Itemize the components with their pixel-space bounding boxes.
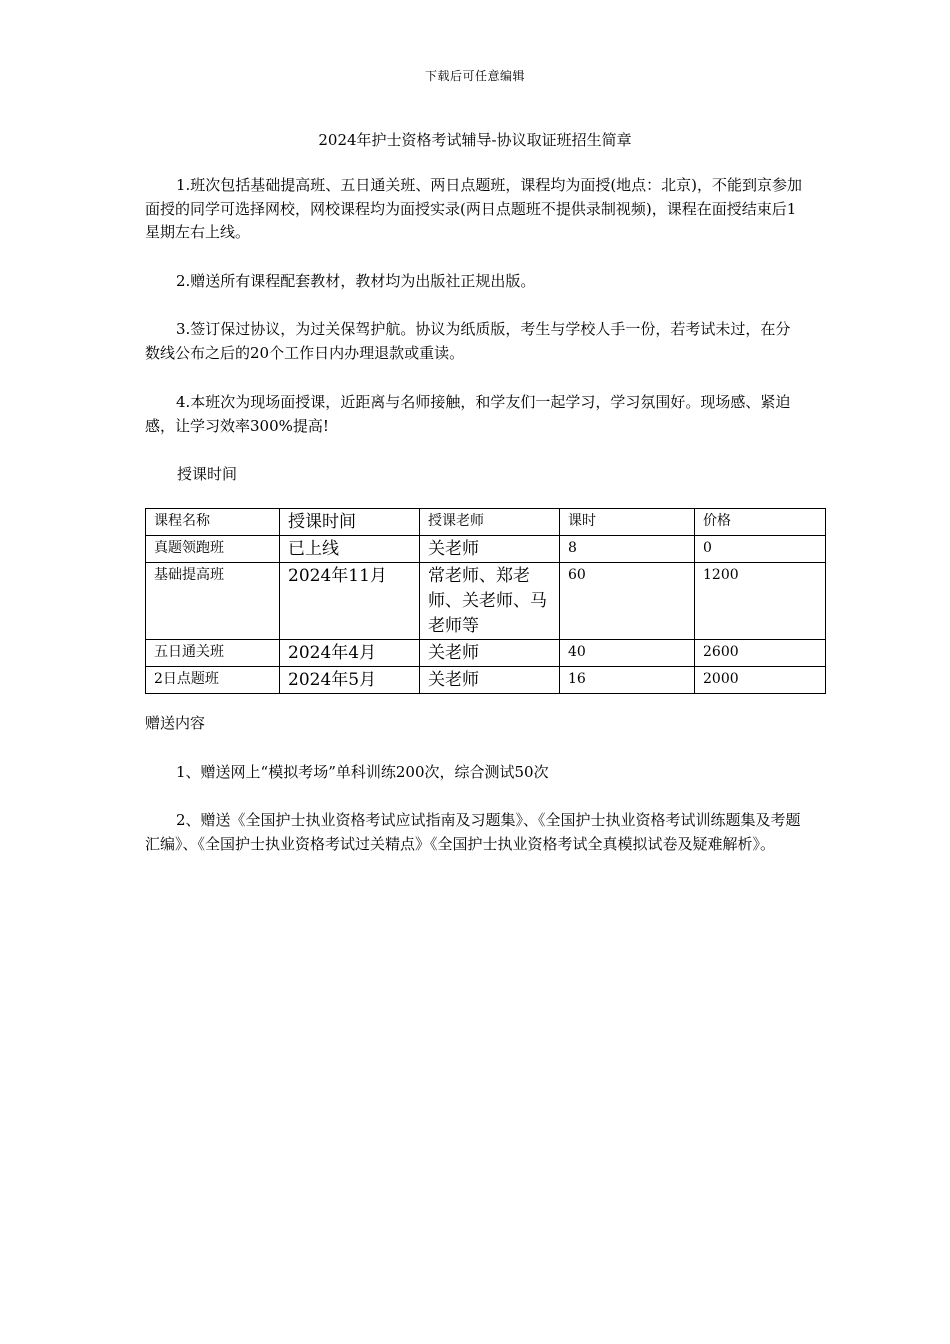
table-cell: 真题领跑班 [146, 536, 280, 563]
table-cell: 五日通关班 [146, 640, 280, 667]
gift-item-2: 2、赠送《全国护士执业资格考试应试指南及习题集》、《全国护士执业资格考试训练题集及考题汇编》、《全国护士执业资格考试过关精点》《全国护士执业资格考试全真模拟试卷及疑难解析》。 [145, 811, 801, 853]
table-row [146, 667, 826, 694]
table-row [146, 640, 826, 667]
paragraph-4: 4.本班次为现场面授课，近距离与名师接触，和学友们一起学习，学习氛围好。现场感、紧迫感，让学习效率300%提高! [145, 393, 791, 435]
table-cell: 16 [560, 667, 695, 694]
gift-item-1: 1、赠送网上“模拟考场”单科训练200次，综合测试50次 [176, 763, 549, 781]
gift-heading: 赠送内容 [145, 714, 206, 732]
table-row [146, 563, 826, 640]
table-cell: 2日点题班 [146, 667, 280, 694]
table-cell: 关老师 [420, 640, 560, 667]
table-cell: 基础提高班 [146, 563, 280, 640]
table-cell: 2024年5月 [280, 667, 420, 694]
paragraph-1: 1.班次包括基础提高班、五日通关班、两日点题班，课程均为面授(地点：北京)，不能到京参加面授的同学可选择网校，网校课程均为面授实录(两日点题班不提供录制视频)，课程在面授结束后1星期左右上线。 [145, 176, 803, 241]
table-cell: 常老师、郑老师、关老师、马老师等 [420, 563, 560, 640]
table-cell: 已上线 [280, 536, 420, 563]
table-header-cell: 课程名称 [146, 509, 280, 536]
table-cell: 40 [560, 640, 695, 667]
header-note: 下载后可任意编辑 [424, 69, 525, 83]
table-cell: 8 [560, 536, 695, 563]
table-row [146, 536, 826, 563]
table-header-cell: 课时 [560, 509, 695, 536]
table-header-cell: 授课时间 [280, 509, 420, 536]
table-header-row [146, 509, 826, 536]
table-cell: 关老师 [420, 667, 560, 694]
paragraph-3: 3.签订保过协议，为过关保驾护航。协议为纸质版，考生与学校人手一份，若考试未过，在分数线公布之后的20个工作日内办理退款或重读。 [145, 320, 791, 362]
table-cell: 2600 [695, 640, 826, 667]
schedule-heading: 授课时间 [177, 465, 238, 483]
table-header-cell: 价格 [695, 509, 826, 536]
table-header-cell: 授课老师 [420, 509, 560, 536]
document-title: 2024年护士资格考试辅导-协议取证班招生简章 [318, 131, 632, 149]
table-cell: 1200 [695, 563, 826, 640]
table-cell: 2000 [695, 667, 826, 694]
paragraph-2: 2.赠送所有课程配套教材，教材均为出版社正规出版。 [176, 272, 536, 290]
table-cell: 2024年4月 [280, 640, 420, 667]
table-cell: 关老师 [420, 536, 560, 563]
table-cell: 0 [695, 536, 826, 563]
schedule-table [145, 508, 826, 694]
table-cell: 2024年11月 [280, 563, 420, 640]
table-cell: 60 [560, 563, 695, 640]
